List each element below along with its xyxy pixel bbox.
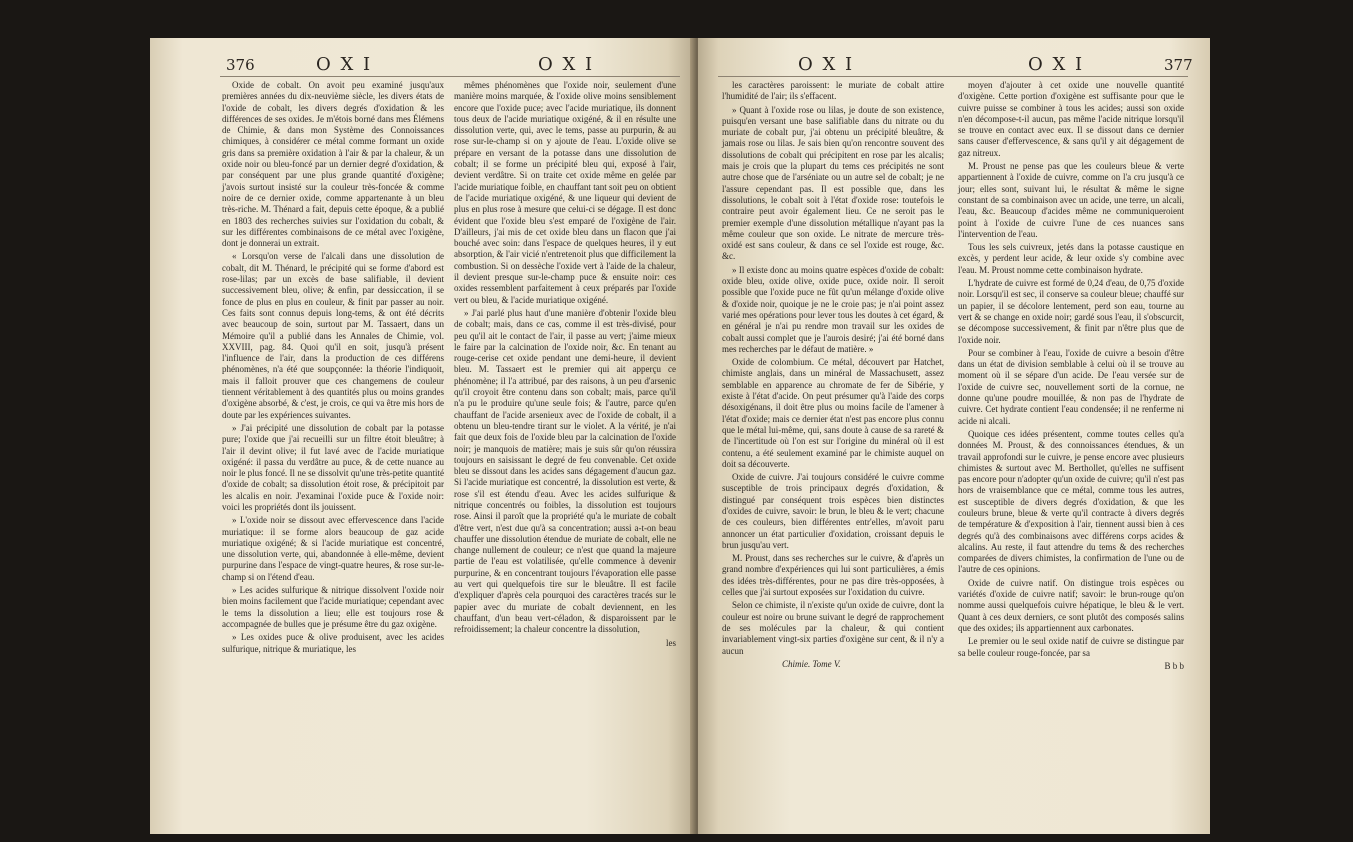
right-column-2 (958, 80, 1184, 820)
paragraph: » J'ai parlé plus haut d'une manière d'obtenir l'oxide bleu de cobalt; mais, dans ce cas, comme il est très-divisé, pour peu qu'il ait le contact de l'air, il passe au vert; j'aime mieux le faire par la calcination de l'oxide noir, &c. En tenant au rouge-cerise cet oxide pendant une demi-heure, il devient bleu. M. Tassaert est le premier qui ait apperçu ce phénomène; il l'a attribué, par des raisons, à un peu d'arsenic qu'il croyoit être contenu dans son cobalt; mais, parce qu'il n'a pu le produire qu'une seule fois; & l'autre, parce qu'en chauffant de l'acide arsenieux avec de l'oxide de cobalt, il a obtenu un bleu-tendre tirant sur le violet. A la vérité, je n'ai fait que deux fois de l'oxide bleu par la calcination de l'oxide noir; je manquois de matière; mais je suis sûr qu'on réussira toujours en saisissant le degré de feu convenable. Cet oxide bleu se dissout dans les acides sans dégagement d'aucun gaz. Si l'acide muriatique est concentré, la dissolution est verte, & rose s'il est étendu d'eau. Avec les acides sulfurique & nitrique concentrés ou foibles, la dissolution est toujours rose. Ainsi il paroît que la propriété qu'a le muriate de cobalt d'être vert, n'est due qu'à sa concentration; aussi a-t-on beau chauffer une dissolution étendue de muriate de cobalt, elle ne change nullement de couleur; ce n'est que quand la majeure partie de l'eau est volatilisée, qu'elle commence à devenir purpurine, & en concentrant toujours l'évaporation elle passe au vert qui quelquefois tire sur le bleuâtre. Il est facile d'expliquer d'après cela pourquoi des caractères tracés sur le papier avec du muriate de cobalt deviennent, en les chauffant, d'un beau vert-céladon, & disparoissent par le refroidissement; la chaleur concentre la dissolution, (454, 307, 676, 635)
paragraph: « Lorsqu'on verse de l'alcali dans une dissolution de cobalt, dit M. Thénard, le précipité qui se forme d'abord est rose-lilas; par un excès de base salifiable, il devient successivement bleu, olive; & enfin, par dessiccation, il se fonce de plus en plus en couleur, & finit par passer au noir. Ces faits sont connus depuis long-tems, & ont été décrits avec beaucoup de soin, surtout par M. Tassaert, dans un Mémoire qu'il a publié dans les Annales de Chimie, vol. XXVIII, pag. 84. Quoi qu'il en soit, jusqu'à présent l'influence de l'air, dans la production de ces différens phénomènes, n'a été que soupçonnée: la théorie l'indiquoit, mais il falloit prouver que ces changemens de couleur tiennent véritablement à des quantités plus ou moins grandes d'oxigène absorbé, & c'est, je crois, ce qui va être mis hors de doute par les expériences suivantes. (222, 251, 444, 420)
paragraph: Oxide de cuivre natif. On distingue trois espèces ou variétés d'oxide de cuivre natif; savoir: le brun-rouge qu'on nomme aussi quelquefois cuivre hépatique, le bleu & le vert. Quant à ces deux derniers, ce sont plutôt des composés salins que des oxides; ils appartiennent aux carbonates. (958, 577, 1184, 633)
paragraph: Le premier ou le seul oxide natif de cuivre se distingue par sa belle couleur rouge-foncée, par sa (958, 636, 1184, 658)
signature-mark: B b b (1164, 660, 1184, 671)
left-page (150, 38, 695, 834)
left-column-1 (222, 80, 444, 820)
paragraph: » Quant à l'oxide rose ou lilas, je doute de son existence, puisqu'en versant une base salifiable dans du nitrate ou du muriate de cobalt pur, j'ai obtenu un précipité bleuâtre, & jamais rose ou lilas. Je sais bien qu'on rencontre souvent des dissolutions de cobalt qui précipitent en rose par les alcalis; mais je crois que la plupart du tems ces précipités ne sont autre chose que de l'arséniate ou un autre sel de cobalt; je ne l'assure cependant pas. Il est possible que, dans les dissolutions, le cobalt soit à l'état d'oxide rose: toutefois le contraire peut avoir également lieu. Ce ne seroit pas le premier exemple d'une dissolution métallique n'ayant pas la même couleur que son oxide. Le nitrate de mercure très-oxidé est sans couleur, & dans ce sel l'oxide est rouge, &c. &c. (722, 104, 944, 262)
paragraph: Pour se combiner à l'eau, l'oxide de cuivre a besoin d'être dans un état de division semblable à celui où il se trouve au moment où il se sépare d'un acide. De l'eau versée sur de l'oxide de cuivre sec, nouvellement sorti de la cornue, ne donne qu'une poudre mouillée, & non pas de l'hydrate de cuivre. Cet hydrate contient l'eau condensée; il ne renferme ni acide ni alcali. (958, 347, 1184, 426)
header-rule-left (220, 76, 680, 77)
paragraph: les (666, 637, 676, 648)
paragraph: M. Proust ne pense pas que les couleurs bleue & verte appartiennent à l'oxide de cuivre, comme on l'a cru jusqu'à ce jour; elles sont, suivant lui, le résultat & même le signe constant de sa combinaison avec un acide, une terre, un alcali, l'eau, &c. Beaucoup d'acides même ne communiqueroient point à l'oxide de cuivre l'une de ces nuances sans l'intervention de l'eau. (958, 161, 1184, 239)
paragraph: les caractères paroissent: le muriate de cobalt attire l'humidité de l'air; ils s'effacent. (722, 80, 944, 102)
running-head-left-1: O X I (316, 54, 373, 75)
page-number-left: 376 (226, 56, 255, 74)
paragraph: moyen d'ajouter à cet oxide une nouvelle quantité d'oxigène. Cette portion d'oxigène est suffisante pour que le cuivre puisse se combiner à tous les acides; aussi son oxide n'en décompose-t-il aucun, pas même l'acide nitrique lorsqu'il se trouve en contact avec eux. Il se dissout dans ce dernier sans causer d'effervescence, & sans qu'il y ait dégagement de gaz nitreux. (958, 80, 1184, 158)
paragraph: Oxide de cuivre. J'ai toujours considéré le cuivre comme susceptible de trois principaux degrés d'oxidation, & distingué par conséquent trois espèces bien distinctes d'oxides de cuivre, savoir: le brun, le bleu & le vert; chacune de ces couleurs, bien différentes entr'elles, m'avoit paru annoncer un état particulier d'oxidation, croissant depuis le brun jusqu'au vert. (722, 472, 944, 550)
open-book (150, 38, 1210, 838)
paragraph: » Les acides sulfurique & nitrique dissolvent l'oxide noir bien moins facilement que l'acide muriatique; cependant avec le tems la dissolution a lieu; elle est toujours rose & accompagnée de bulles que je présume être du gaz oxigène. (222, 585, 444, 629)
running-head-right-1: O X I (798, 54, 855, 75)
paragraph: » Il existe donc au moins quatre espèces d'oxide de cobalt: oxide bleu, oxide olive, oxide puce, oxide noir. Il seroit possible que l'oxide puce ne fût qu'un mélange d'oxide olive & d'oxide noir, quoique je ne le croie pas; je n'ai point assez varié mes opérations pour lever tous les doutes à cet égard, & en général je n'ai pu rendre mon travail sur les oxides de cobalt aussi complet que je l'aurois desiré; j'ai été borné dans mes recherches par le défaut de matière. » (722, 264, 944, 354)
paragraph: Oxide de colombium. Ce métal, découvert par Hatchet, chimiste anglais, dans un minéral de Massachusett, assez semblable en apparence au chromate de fer de Sibérie, y existe à l'état d'acide. On peut présumer qu'à l'aide des corps désoxigénans, il doit être plus ou moins facile de l'amener à l'état d'oxide; mais ce dernier état n'est pas encore plus connu que le métal lui-même, qui, sans doute à cause de sa rareté & de l'incertitude où l'on est sur l'origine du minéral où il est contenu, a été seulement examiné par le chimiste auquel on doit sa découverte. (722, 357, 944, 469)
paragraph: L'hydrate de cuivre est formé de 0,24 d'eau, de 0,75 d'oxide noir. Lorsqu'il est sec, il conserve sa couleur bleue; chauffé sur un papier, il se décolore lentement, perd son eau, tourne au vert & se change en oxide noir; gardé sous l'eau, il s'obscurcit, se décompose successivement, & finit par n'être plus que de l'oxide noir. (958, 278, 1184, 345)
running-head-left-2: O X I (538, 54, 595, 75)
right-page (698, 38, 1210, 834)
paragraph: Oxide de cobalt. On avoit peu examiné jusqu'aux premières années du dix-neuvième siècle, les divers états de l'oxide de cobalt, les divers degrés d'oxidation & les différences de ses oxides. Je m'étois borné dans mes Élémens de Chimie, & dans mon Système des Connoissances chimiques, à considérer ce métal comme formant un oxide gris dans sa première oxidation à l'air & par la chaleur, & un oxide noir ou bleu-foncé par un dernier degré d'oxidation, & par conséquent par une plus grande quantité d'oxigène; j'avois surtout insisté sur la couleur très-foncée & comme noire de ce dernier oxide, comme appartenante à un bleu très-riche. M. Thénard a fait, depuis cette époque, & a publié en 1803 des recherches suivies sur l'oxidation du cobalt, & sur les différentes combinaisons de ce métal avec l'oxigène, dont je donnerai un extrait. (222, 80, 444, 249)
paragraph: Selon ce chimiste, il n'existe qu'un oxide de cuivre, dont la couleur est noire ou brune suivant le degré de rapprochement de ses molécules par la chaleur, & qui contient invariablement vingt-six parties d'oxigène sur cent, & il n'y a aucun (722, 600, 944, 656)
running-head-right-2: O X I (1028, 54, 1085, 75)
page-signature: Chimie. Tome V. (782, 658, 841, 669)
paragraph: Tous les sels cuivreux, jetés dans la potasse caustique en excès, y perdent leur acide, & leur oxide s'y combine avec l'eau. M. Proust nomme cette combinaison hydrate. (958, 242, 1184, 275)
paragraph: » Les oxides puce & olive produisent, avec les acides sulfurique, nitrique & muriatique, les (222, 632, 444, 654)
paragraph: » L'oxide noir se dissout avec effervescence dans l'acide muriatique: il se forme alors beaucoup de gaz acide muriatique oxigéné; & si l'acide muriatique est concentré, une dissolution verte, qui, abandonnée à elle-même, devient purpurine dans l'espace de vingt-quatre heures, & rose sur-le-champ si on l'étend d'eau. (222, 515, 444, 582)
paragraph: mêmes phénomènes que l'oxide noir, seulement d'une manière moins marquée, & l'oxide olive moins sensiblement encore que l'oxide puce; avec l'acide muriatique, ils donnent tous deux de l'acide muriatique oxigéné, & il en résulte une dissolution verte, qui, avec le tems, passe au purpurin, & au rose sur-le-champ si on y ajoute de l'eau. L'oxide olive se prépare en versant de la potasse dans une dissolution de cobalt; il se forme un précipité bleu qui, exposé à l'air, devient verdâtre. Si on traite cet oxide même en gelée par l'acide muriatique foible, en chauffant tant soit peu on obtient de l'acide muriatique oxigéné, & une liqueur qui devient de plus en plus rose à mesure que celui-ci se dégage. Il est donc évident que l'oxide bleu s'est emparé de l'oxigène de l'air. D'ailleurs, j'ai mis de cet oxide bleu dans un flacon que j'ai bouché avec soin: dans l'espace de quelques heures, il y eut absorption, & l'air vicié n'entretenoit plus que difficilement la combustion. Si on dessèche l'oxide vert à l'aide de la chaleur, il devient presque sur-le-champ puce & ensuite noir: ces oxides ressemblent parfaitement à ceux préparés par l'oxide vert ou bleu, & l'acide muriatique oxigéné. (454, 80, 676, 305)
paragraph: » J'ai précipité une dissolution de cobalt par la potasse pure; l'oxide que j'ai recueilli sur un filtre étoit bleuâtre; à l'air il devint olive; il fut lavé avec de l'acide muriatique oxigéné: il passa du verdâtre au puce, & de cette nuance au noir le plus foncé. Il ne se dissolvit qu'une très-petite quantité d'oxide de cobalt; sa dissolution étoit rose, & précipitoit par les alcalis en noir. J'examinai l'oxide puce & l'oxide noir: voici les propriétés dont ils jouissent. (222, 422, 444, 512)
paragraph: Quoique ces idées présentent, comme toutes celles qu'a données M. Proust, & des connoissances étendues, & un travail approfondi sur le cuivre, je pense encore avec plusieurs chimistes & surtout avec M. Berthollet, qu'elles ne suffisent pas encore pour n'adopter qu'un oxide de cuivre; qu'il n'est pas hors de vraisemblance que ce métal, comme tous les autres, est susceptible de divers degrés d'oxidation, & que les couleurs brune, bleue & verte qu'il contracte à divers degrés de température & d'exposition à l'air, tiennent aussi bien à ces degrés qu'à des combinaisons avec différens corps acides & alcalins. Au reste, il faut attendre du tems & des recherches comparées de divers chimistes, la confirmation de l'une ou de l'autre de ces opinions. (958, 428, 1184, 575)
header-rule-right (718, 76, 1188, 77)
paragraph: M. Proust, dans ses recherches sur le cuivre, & d'après un grand nombre d'expériences qui lui sont particulières, a émis des idées très-différentes, pour ne pas dire très-opposées, à celles que j'ai surtout exposées sur l'oxidation du cuivre. (722, 553, 944, 598)
right-column-1 (722, 80, 944, 820)
left-column-2 (454, 80, 676, 820)
page-number-right: 377 (1164, 56, 1193, 74)
